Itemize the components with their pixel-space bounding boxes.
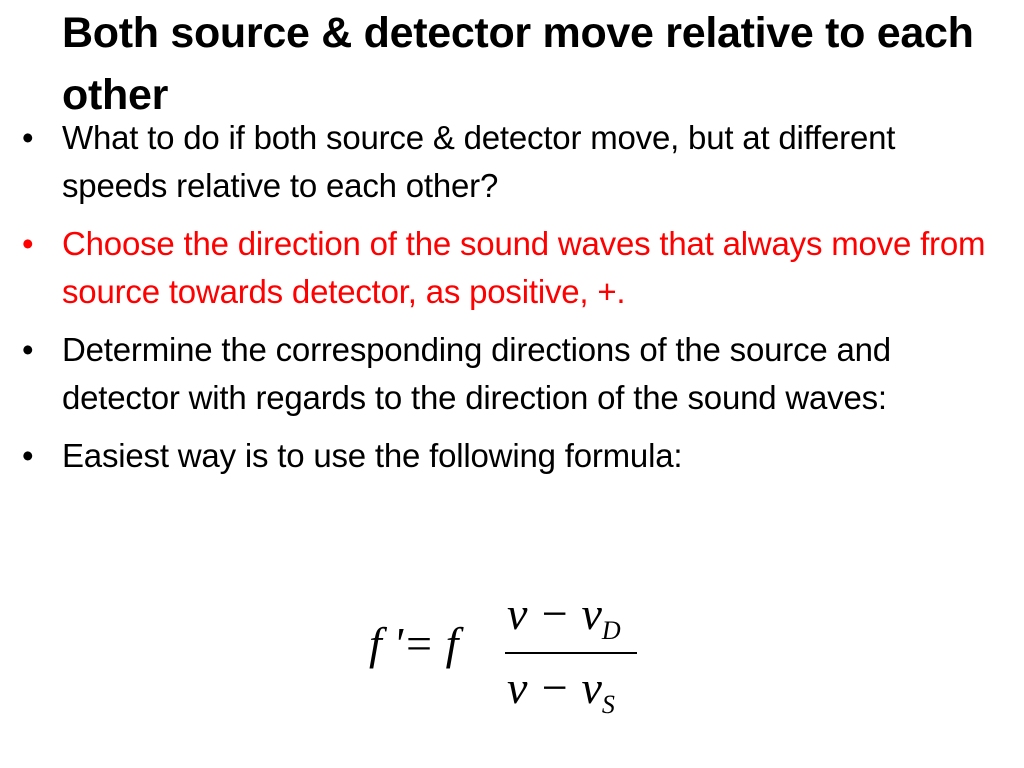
- bullet-marker: •: [22, 225, 34, 262]
- slide-title: Both source & detector move relative to each other: [62, 9, 974, 119]
- bullet-text: Easiest way is to use the following formula:: [62, 437, 683, 474]
- formula-numerator-subscript: D: [601, 616, 621, 645]
- formula-numerator-main: v − v: [507, 588, 602, 639]
- formula-denominator-main: v − v: [507, 662, 602, 713]
- bullet-text: Choose the direction of the sound waves that always move from source towards detector, as positive, +.: [62, 225, 986, 310]
- bullet-marker: •: [22, 119, 34, 156]
- formula-denominator: [507, 660, 615, 733]
- formula-numerator: [507, 586, 621, 659]
- doppler-formula: [365, 588, 665, 722]
- bullet-marker: •: [22, 331, 34, 368]
- bullet-item: [22, 326, 1002, 422]
- formula-denominator-subscript: S: [601, 690, 615, 719]
- bullet-item-highlighted: [22, 220, 1002, 316]
- bullet-item: [22, 114, 1002, 210]
- bullet-text: Determine the corresponding directions of the source and detector with regards to the direction of the sound waves:: [62, 331, 891, 416]
- bullet-text: What to do if both source & detector move, but at different speeds relative to each other?: [62, 119, 896, 204]
- bullet-list: [22, 114, 1002, 490]
- fraction-bar: [505, 652, 637, 654]
- bullet-marker: •: [22, 437, 34, 474]
- formula-lhs: f '= f: [369, 618, 459, 669]
- bullet-item: [22, 432, 1002, 480]
